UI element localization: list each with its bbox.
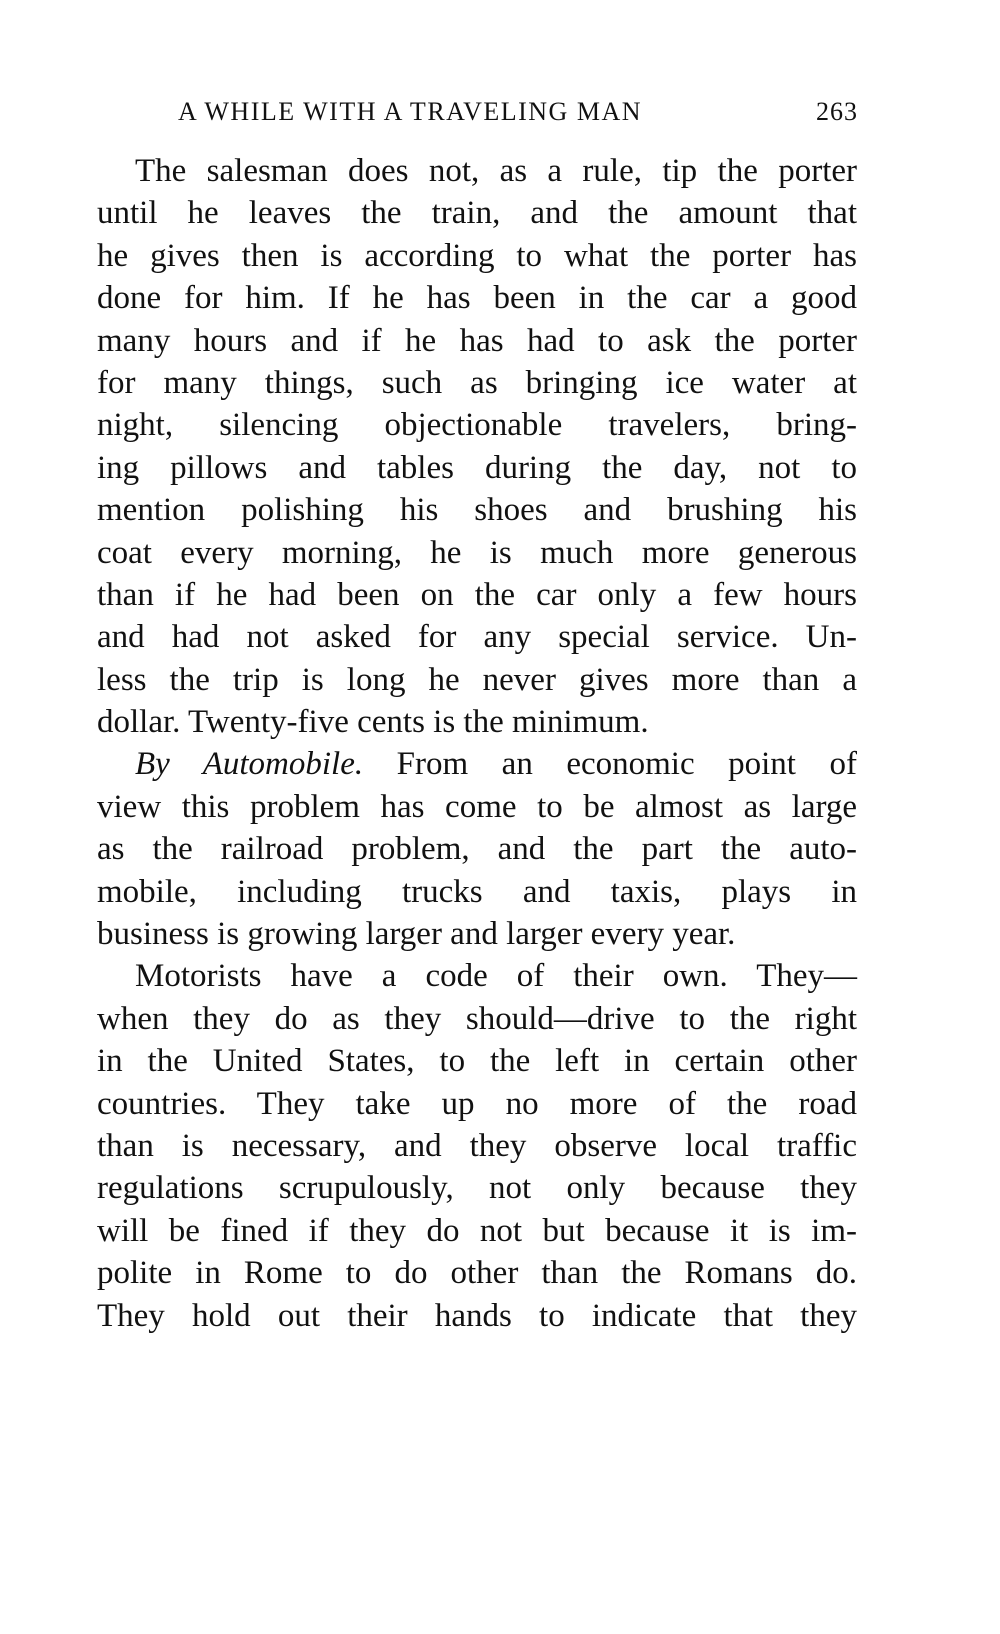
text-line: many hours and if he has had to ask the porter <box>97 322 857 359</box>
text-line: as the railroad problem, and the part the auto- <box>97 831 857 868</box>
text-line: mobile, including trucks and taxis, plays in <box>97 873 857 910</box>
text-line: when they do as they should—drive to the right <box>97 1000 857 1037</box>
text-line: for many things, such as bringing ice water at <box>97 364 857 401</box>
text-line: than is necessary, and they observe local traffic <box>97 1127 857 1164</box>
text-line: in the United States, to the left in certain other <box>97 1043 857 1080</box>
text-line: than if he had been on the car only a few hours <box>97 576 857 613</box>
section-run-in-heading: By Automobile. <box>135 746 364 783</box>
text-line: ing pillows and tables during the day, not to <box>97 449 857 486</box>
text-line: will be fined if they do not but because it is im- <box>97 1212 857 1249</box>
text-line: Motorists have a code of their own. They— <box>135 958 857 995</box>
running-title: A WHILE WITH A TRAVELING MAN <box>178 97 643 126</box>
text-line: until he leaves the train, and the amount that <box>97 195 857 232</box>
text-line: dollar. Twenty-five cents is the minimum. <box>97 704 649 741</box>
text-line: business is growing larger and larger every year. <box>97 916 736 953</box>
page-number: 263 <box>816 97 858 126</box>
text-line: night, silencing objectionable travelers, bring- <box>97 407 857 444</box>
text-line: The salesman does not, as a rule, tip the porter <box>135 153 857 189</box>
text-line: view this problem has come to be almost as large <box>97 788 857 825</box>
text-line <box>97 743 857 785</box>
text-line: regulations scrupulously, not only because they <box>97 1170 857 1207</box>
text-span: From an economic point of <box>363 746 857 783</box>
text-line: polite in Rome to do other than the Romans do. <box>97 1255 857 1292</box>
paragraph <box>97 150 857 743</box>
text-line: mention polishing his shoes and brushing his <box>97 492 857 529</box>
text-line: They hold out their hands to indicate that they <box>97 1297 857 1334</box>
text-line: and had not asked for any special service. Un- <box>97 619 857 656</box>
text-line: done for him. If he has been in the car a good <box>97 280 857 317</box>
body-text <box>97 150 857 1337</box>
text-line: he gives then is according to what the porter has <box>97 237 857 274</box>
text-line: countries. They take up no more of the road <box>97 1085 857 1122</box>
paragraph <box>97 955 857 1337</box>
text-line: coat every morning, he is much more generous <box>97 534 857 571</box>
page-header <box>178 92 858 132</box>
text-line: less the trip is long he never gives more than a <box>97 661 857 698</box>
paragraph <box>97 743 857 955</box>
